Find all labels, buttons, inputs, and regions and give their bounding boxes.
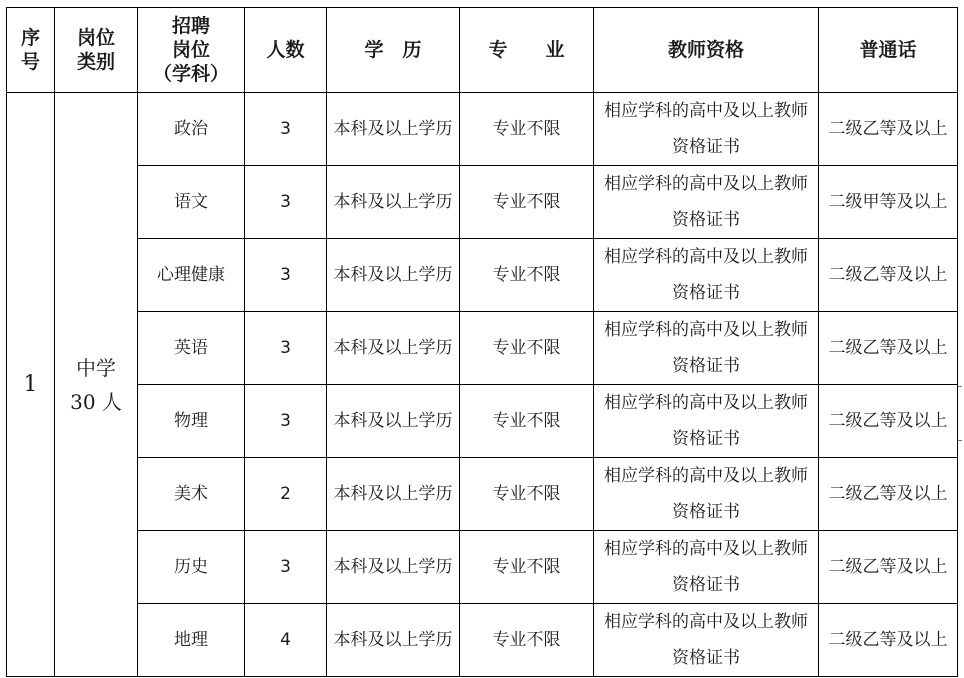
count-cell: 3 (245, 312, 327, 385)
education-cell: 本科及以上学历 (327, 604, 460, 677)
major-cell: 专业不限 (460, 531, 594, 604)
table-row (7, 166, 958, 239)
mandarin-cell: 二级乙等及以上 (819, 604, 958, 677)
education-cell: 本科及以上学历 (327, 93, 460, 166)
education-cell: 本科及以上学历 (327, 531, 460, 604)
header-count: 人数 (245, 8, 327, 93)
group-seq: 1 (7, 93, 55, 677)
group-category: 中学 30 人 (55, 93, 138, 677)
subject-cell: 美术 (138, 458, 245, 531)
qualification-cell: 相应学科的高中及以上教师资格证书 (594, 239, 819, 312)
major-cell: 专业不限 (460, 166, 594, 239)
header-row (7, 8, 958, 93)
qualification-cell: 相应学科的高中及以上教师资格证书 (594, 93, 819, 166)
header-major: 专 业 (460, 8, 594, 93)
mandarin-cell: 二级乙等及以上 (819, 239, 958, 312)
major-cell: 专业不限 (460, 93, 594, 166)
header-education: 学 历 (327, 8, 460, 93)
qualification-cell: 相应学科的高中及以上教师资格证书 (594, 166, 819, 239)
major-cell: 专业不限 (460, 604, 594, 677)
mandarin-cell: 二级乙等及以上 (819, 312, 958, 385)
subject-cell: 历史 (138, 531, 245, 604)
header-position: 招聘 岗位 （学科） (138, 8, 245, 93)
subject-cell: 英语 (138, 312, 245, 385)
header-mandarin: 普通话 (819, 8, 958, 93)
education-cell: 本科及以上学历 (327, 458, 460, 531)
header-category: 岗位 类别 (55, 8, 138, 93)
mandarin-cell: 二级乙等及以上 (819, 458, 958, 531)
major-cell: 专业不限 (460, 312, 594, 385)
table-row (7, 312, 958, 385)
count-cell: 2 (245, 458, 327, 531)
table-row (7, 239, 958, 312)
mandarin-cell: 二级甲等及以上 (819, 166, 958, 239)
subject-cell: 地理 (138, 604, 245, 677)
qualification-cell: 相应学科的高中及以上教师资格证书 (594, 531, 819, 604)
table-row (7, 458, 958, 531)
margin-tick-mark (958, 386, 962, 387)
education-cell: 本科及以上学历 (327, 312, 460, 385)
count-cell: 3 (245, 239, 327, 312)
education-cell: 本科及以上学历 (327, 239, 460, 312)
count-cell: 4 (245, 604, 327, 677)
count-cell: 3 (245, 385, 327, 458)
qualification-cell: 相应学科的高中及以上教师资格证书 (594, 604, 819, 677)
header-qualification: 教师资格 (594, 8, 819, 93)
table-row (7, 385, 958, 458)
education-cell: 本科及以上学历 (327, 166, 460, 239)
count-cell: 3 (245, 93, 327, 166)
major-cell: 专业不限 (460, 239, 594, 312)
subject-cell: 心理健康 (138, 239, 245, 312)
table-row (7, 93, 958, 166)
mandarin-cell: 二级乙等及以上 (819, 93, 958, 166)
header-seq: 序 号 (7, 8, 55, 93)
subject-cell: 语文 (138, 166, 245, 239)
margin-tick-mark (958, 440, 962, 441)
qualification-cell: 相应学科的高中及以上教师资格证书 (594, 312, 819, 385)
recruitment-table (6, 7, 958, 677)
qualification-cell: 相应学科的高中及以上教师资格证书 (594, 458, 819, 531)
count-cell: 3 (245, 166, 327, 239)
table-row (7, 604, 958, 677)
major-cell: 专业不限 (460, 385, 594, 458)
subject-cell: 政治 (138, 93, 245, 166)
qualification-cell: 相应学科的高中及以上教师资格证书 (594, 385, 819, 458)
major-cell: 专业不限 (460, 458, 594, 531)
mandarin-cell: 二级乙等及以上 (819, 531, 958, 604)
count-cell: 3 (245, 531, 327, 604)
subject-cell: 物理 (138, 385, 245, 458)
education-cell: 本科及以上学历 (327, 385, 460, 458)
mandarin-cell: 二级乙等及以上 (819, 385, 958, 458)
table-row (7, 531, 958, 604)
